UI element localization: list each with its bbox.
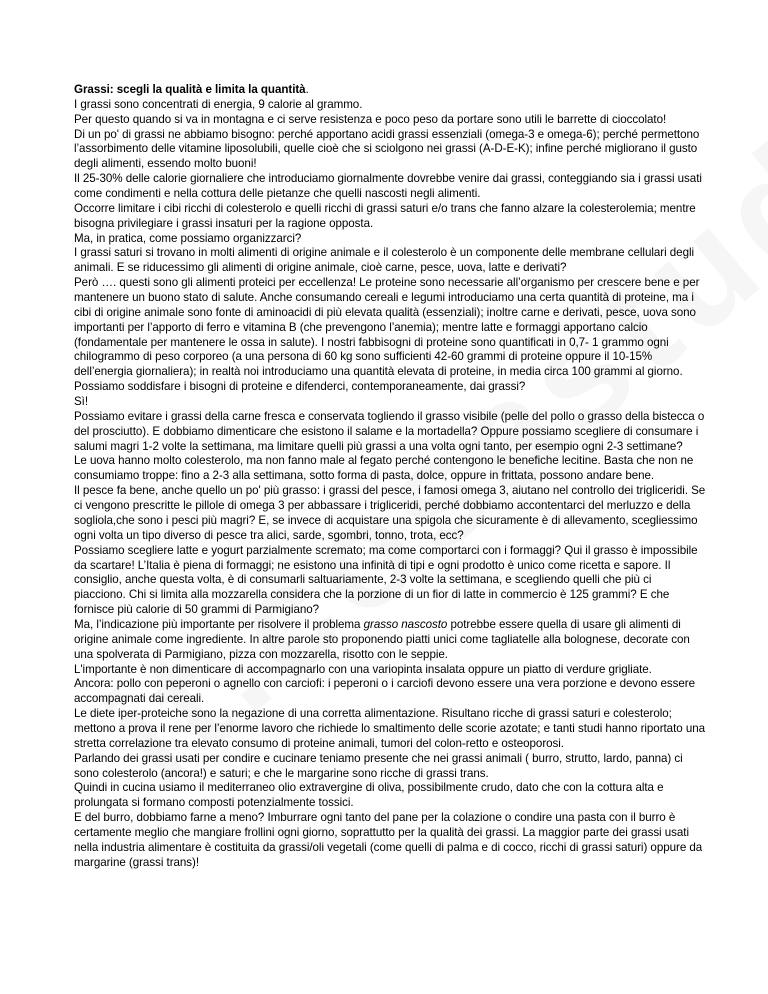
paragraph: L'importante è non dimenticare di accompagnarlo con una variopinta insalata oppure un piatto di verdure grigliate. bbox=[74, 662, 652, 676]
paragraph: Sì! bbox=[74, 395, 89, 409]
paragraph: Ma, in pratica, come possiamo organizzarci? bbox=[74, 231, 302, 245]
paragraph: Di un po' di grassi ne abbiamo bisogno: perché apportano acidi grassi essenziali (omega-3 e omega-6); perché permettono l’assorbimento delle vitamine liposolubili, quelle cioè che si sciolgono nei grassi (A-D-E-K); infine perché migliorano il gusto degli alimenti, essendo molto buoni! bbox=[74, 127, 700, 171]
title-text: Grassi: scegli la qualità e limita la quantità bbox=[74, 83, 306, 96]
paragraph: Occorre limitare i cibi ricchi di colesterolo e quelli ricchi di grassi saturi e/o trans che fanno alzare la colesterolemia; mentre bisogna privilegiare i grassi insaturi per la ragione opposta. bbox=[74, 201, 696, 230]
paragraph: E del burro, dobbiamo farne a meno? Imburrare ogni tanto del pane per la colazione o condire una pasta con il burro è certamente meglio che mangiare frollini ogni giorno, soprattutto per la qualità dei grassi. La maggior parte dei grassi usati nella industria alimentare è costituita da grassi/oli vegetali (come quelli di palma e di cocco, ricchi di grassi saturi) oppure da margarine (grassi trans)! bbox=[74, 811, 703, 869]
document-title bbox=[74, 83, 706, 98]
paragraph: Il 25-30% delle calorie giornaliere che introduciamo giornalmente dovrebbe venire dai grassi, conteggiando sia i grassi usati come condimenti e nella cottura delle pietanze che quelli nascosti negli alimenti. bbox=[74, 172, 702, 201]
paragraph: Quindi in cucina usiamo il mediterraneo olio extravergine di oliva, possibilmente crudo, dato che con la cottura alta e prolungata si formano composti potenzialmente tossici. bbox=[74, 781, 664, 810]
paragraph: Ancora: pollo con peperoni o agnello con carciofi: i peperoni o i carciofi devono essere una vera porzione e devono essere accompagnati dai cereali. bbox=[74, 677, 695, 706]
italic-term: grasso nascosto bbox=[363, 617, 448, 631]
paragraph: Parlando dei grassi usati per condire e cucinare teniamo presente che nei grassi animali ( burro, strutto, lardo, panna) ci sono colesterolo (ancora!) e saturi; e che le margarine sono ricche di grassi trans. bbox=[74, 751, 683, 780]
paragraph: Per questo quando si va in montagna e ci serve resistenza e poco peso da portare sono utili le barrette di cioccolato! bbox=[74, 112, 667, 126]
paragraph: Le uova hanno molto colesterolo, ma non fanno male al fegato perché contengono le benefiche lecitine. Basta che non ne consumiamo troppe: fino a 2-3 alla settimana, sotto forma di pasta, dolce, oppure in frittata, possono andare bene. bbox=[74, 454, 694, 483]
paragraph: Possiamo evitare i grassi della carne fresca e conservata togliendo il grasso visibile (pelle del pollo o grasso della bistecca o del prosciutto). E dobbiamo dimenticare che esistono il salame e la mortadella? Oppure possiamo scegliere di consumare i salumi magri 1-2 volte la settimana, ma limitare quelli più grassi a una volta ogni tanto, per esempio ogni 2-3 settimane? bbox=[74, 409, 705, 453]
document-body bbox=[74, 83, 706, 871]
paragraph: I grassi sono concentrati di energia, 9 calorie al grammo. bbox=[74, 97, 363, 111]
paragraph: Le diete iper-proteiche sono la negazione di una corretta alimentazione. Risultano ricche di grassi saturi e colesterolo; mettono a prova il rene per l’enorme lavoro che richiede lo smaltimento delle scorie azotate; e tanti studi hanno riportato una stretta correlazione tra elevato consumo di proteine animali, tumori del colon-retto e osteoporosi. bbox=[74, 707, 706, 750]
paragraph-group bbox=[74, 98, 706, 618]
paragraph: I grassi saturi si trovano in molti alimenti di origine animale e il colesterolo è un componente delle membrane cellulari degli animali. E se riducessimo gli alimenti di origine animale, cioè carne, pesce, uova, latte e derivati? bbox=[74, 246, 695, 275]
paragraph: Però …. questi sono gli alimenti proteici per eccellenza! Le proteine sono necessarie all’organismo per crescere bene e per mantenere un buono stato di salute. Anche consumando cereali e legumi introduciamo una certa quantità di proteine, ma i cibi di origine animale sono fonte di aminoacidi di più elevata qualità (essenziali); inoltre carne e derivati, pesce, uova sono importanti per l’apporto di ferro e vitamina B (che prevengono l’anemia); mentre latte e formaggi apportano calcio (fondamentale per mantenere le ossa in salute). I nostri fabbisogni di proteine sono quantificati in 0,7- 1 grammo ogni chilogrammo di peso corporeo (a una persona di 60 kg sono sufficienti 42-60 grammi di proteine oppure il 10-15% dell’energia giornaliera); in realtà noi introduciamo una quantità elevata di proteine, in media circa 100 grammi al giorno. bbox=[74, 276, 700, 379]
title-period: . bbox=[305, 83, 309, 96]
paragraph: Possiamo scegliere latte e yogurt parzialmente scremato; ma come comportarci con i formaggi? Qui il grasso è impossibile da scartare! L’Italia è piena di formaggi; ne esistono una infinità di tipi e ogni prodotto è unico come ricetta e sapore. Il consiglio, anche questa volta, è di consumarli saltuariamente, 2-3 volte la settimana, e scegliendo quelli che più ci piacciono. Chi si limita alla mozzarella considera che la porzione di un fior di latte in commercio è 125 grammi? E che fornisce più calorie di 50 grammi di Parmigiano? bbox=[74, 543, 698, 617]
paragraph-text: potrebbe essere quella di usare gli alimenti di origine animale come ingrediente. In altre parole sto proponendo piatti unici come tagliatelle alla bolognese, decorate con una spolverata di Parmigiano, pizza con mozzarella, risotto con le seppie. bbox=[74, 617, 690, 661]
paragraph: Il pesce fa bene, anche quello un po' più grasso: i grassi del pesce, i famosi omega 3, aiutano nel controllo dei trigliceridi. Se ci vengono prescritte le pillole di omega 3 per abbassare i trigliceridi, perché dobbiamo accontentarci del merluzzo e della sogliola,che sono i pesci più magri? E, se invece di acquistare una spigola che sicuramente è di allevamento, scegliessimo ogni volta un tipo diverso di pesce tra alici, sarde, sgombri, tonno, trota, ecc? bbox=[74, 484, 706, 542]
paragraph-text: Ma, l’indicazione più importante per risolvere il problema bbox=[74, 617, 364, 631]
paragraph-group bbox=[74, 663, 706, 871]
paragraph: Possiamo soddisfare i bisogni di proteine e difenderci, contemporaneamente, dai grassi? bbox=[74, 380, 526, 394]
paragraph bbox=[74, 618, 706, 663]
